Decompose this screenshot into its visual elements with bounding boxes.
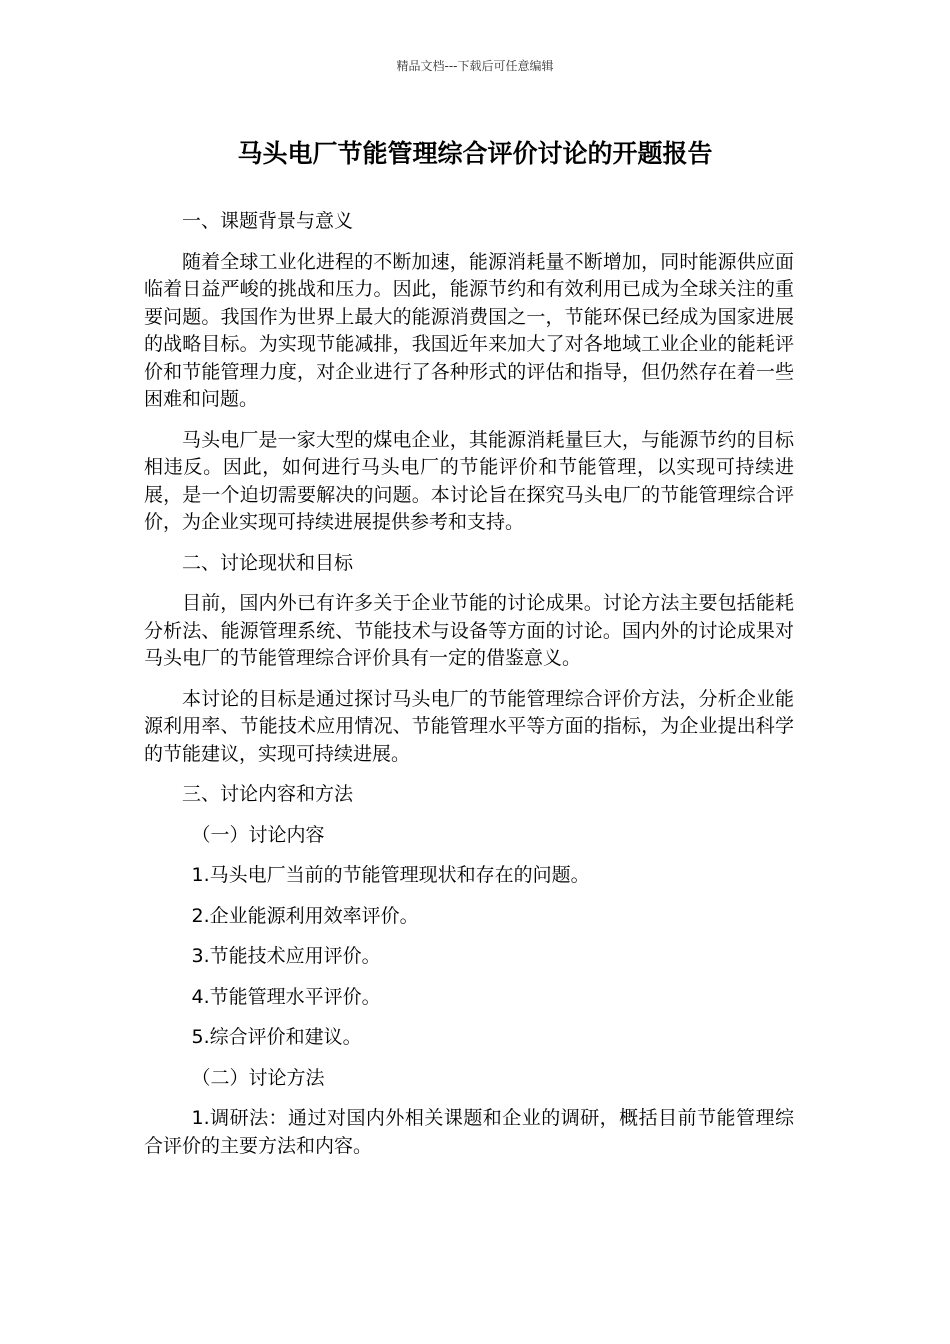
paragraph-status: 目前，国内外已有许多关于企业节能的讨论成果。讨论方法主要包括能耗分析法、能源管理系统、节能技术与设备等方面的讨论。国内外的讨论成果对马头电厂的节能管理综合评价具有一定的借鉴意义。: [144, 592, 794, 669]
section-heading-background: 一、课题背景与意义: [182, 210, 354, 232]
section-heading-status-goals: 二、讨论现状和目标: [182, 551, 354, 574]
list-item: 3.节能技术应用评价。: [191, 945, 381, 967]
paragraph-background-1: 随着全球工业化进程的不断加速，能源消耗量不断增加，同时能源供应面临着日益严峻的挑战和压力。因此，能源节约和有效利用已成为全球关注的重要问题。我国作为世界上最大的能源消费国之一，节能环保已经成为国家进展的战略目标。为实现节能减排，我国近年来加大了对各地域工业企业的能耗评价和节能管理力度，对企业进行了各种形式的评估和指导，但仍然存在着一些困难和问题。: [144, 250, 794, 410]
list-item: 5.综合评价和建议。: [191, 1026, 362, 1048]
section-heading-content-methods: 三、讨论内容和方法: [182, 783, 354, 805]
paragraph-background-2: 马头电厂是一家大型的煤电企业，其能源消耗量巨大，与能源节约的目标相违反。因此，如何进行马头电厂的节能评价和节能管理，以实现可持续进展，是一个迫切需要解决的问题。本讨论旨在探究马头电厂的节能管理综合评价，为企业实现可持续进展提供参考和支持。: [144, 428, 794, 533]
header-note: 精品文档---下载后可任意编辑: [396, 59, 554, 73]
document-body: [144, 208, 794, 1173]
list-item: 1.马头电厂当前的节能管理现状和存在的问题。: [191, 864, 590, 886]
paragraph-method-survey: 1.调研法：通过对国内外相关课题和企业的调研，概括目前节能管理综合评价的主要方法和内容。: [144, 1107, 794, 1157]
document-title: 马头电厂节能管理综合评价讨论的开题报告: [237, 139, 713, 168]
list-item: 2.企业能源利用效率评价。: [191, 904, 419, 927]
paragraph-goals: 本讨论的目标是通过探讨马头电厂的节能管理综合评价方法，分析企业能源利用率、节能技术应用情况、节能管理水平等方面的指标，为企业提出科学的节能建议，实现可持续进展。: [144, 687, 794, 765]
list-item: 4.节能管理水平评价。: [191, 985, 381, 1008]
subheading-methods: （二）讨论方法: [191, 1066, 325, 1089]
subheading-content: （一）讨论内容: [191, 823, 325, 846]
